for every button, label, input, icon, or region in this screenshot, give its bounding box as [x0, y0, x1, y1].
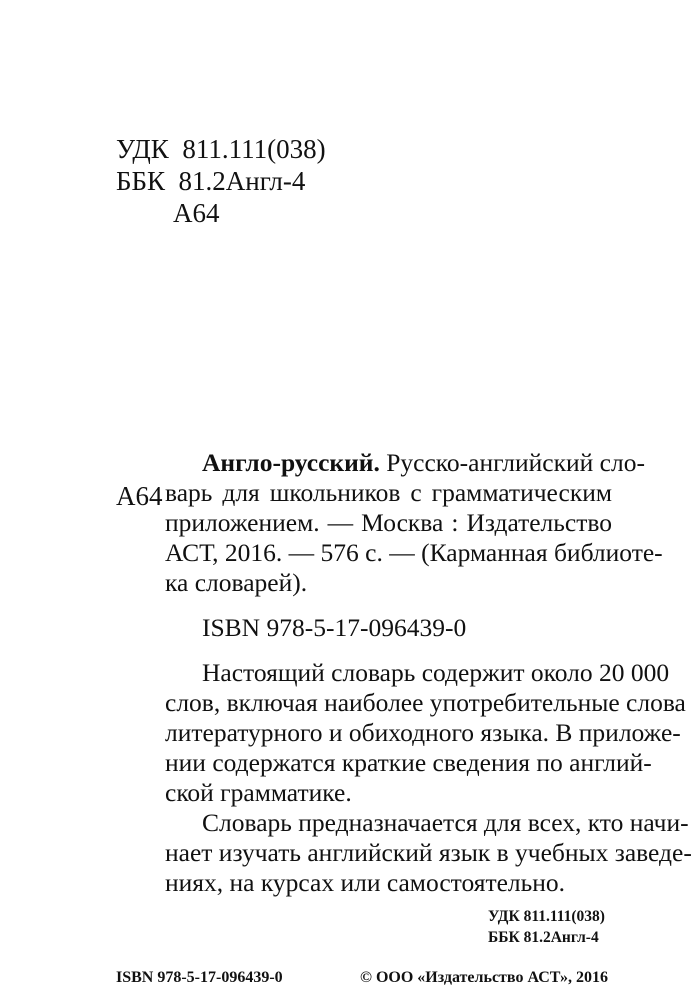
annotation-p2-line-2: нает изучать английский язык в учебных заведе- [165, 838, 692, 867]
udk-value: 811.111(038) [182, 134, 326, 164]
annotation-p1-line-5: ской грамматике. [165, 778, 352, 807]
bbk-label: ББК [116, 166, 166, 196]
entry-line-1-text: Русско-английский сло- [386, 448, 645, 477]
annotation-p1-line-3: литературного и обиходного языка. В приложе- [165, 718, 681, 747]
bottom-copyright: © ООО «Издательство АСТ», 2016 [360, 969, 609, 986]
udk-label: УДК [116, 134, 169, 164]
annotation-p1-line-2: слов, включая наиболее употребительные слова [165, 688, 686, 717]
footer-udk: УДК 811.111(038) [488, 908, 605, 925]
annotation-p1-line-4: нии содержатся краткие сведения по англий- [165, 748, 652, 777]
footer-bbk: ББК 81.2Англ-4 [488, 929, 599, 946]
author-mark-entry: А64 [116, 481, 163, 511]
entry-line-2: варь для школьников с грамматическим [165, 478, 612, 507]
annotation-p2-line-1: Словарь предназначается для всех, кто начи- [202, 808, 689, 837]
bbk-line [116, 164, 305, 198]
udk-line [116, 132, 326, 166]
entry-title: Англо-русский. [202, 448, 380, 477]
annotation-p1-line-1: Настоящий словарь содержит около 20 000 [202, 658, 670, 687]
entry-isbn: ISBN 978-5-17-096439-0 [202, 613, 467, 642]
bbk-value: 81.2Англ-4 [178, 166, 306, 196]
entry-line-4: АСТ, 2016. — 576 с. — (Карманная библиоте- [165, 538, 663, 567]
annotation-p2-line-3: ниях, на курсах или самостоятельно. [165, 868, 566, 897]
entry-line-1 [202, 448, 645, 478]
entry-line-3: приложением. — Москва : Издательство [165, 508, 612, 537]
entry-line-5: ка словарей). [165, 568, 308, 597]
author-mark-top: А64 [173, 198, 220, 228]
bottom-isbn: ISBN 978-5-17-096439-0 [116, 969, 283, 986]
